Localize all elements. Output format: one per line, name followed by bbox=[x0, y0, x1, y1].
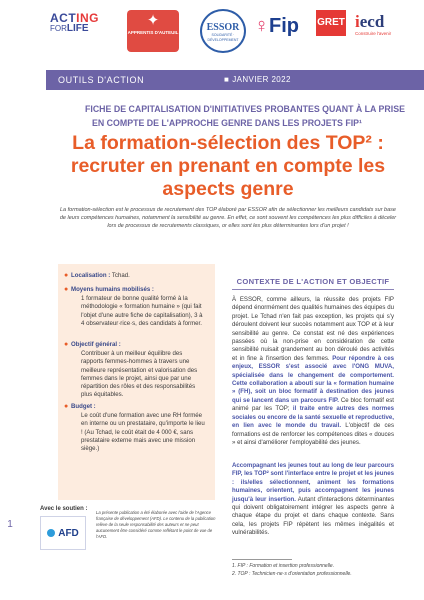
bullet-icon: ● bbox=[64, 403, 69, 410]
footnote-1: 1. FIP : Formation et insertion professionnelle. bbox=[232, 563, 335, 569]
band-date bbox=[224, 72, 291, 88]
moyens-body: 1 formateur de bonne qualité formé à la méthodologie « formation humaine » (qui fait l'objet d'une autre fiche de capitalisation), 3 à 4 observateur·rice·s, des candidats à former. bbox=[81, 295, 203, 327]
p1-text-c: Ce bloc formatif est animé par les TOP; bbox=[232, 396, 394, 413]
bird-icon: ✦ bbox=[146, 12, 160, 29]
fip-name: Fip bbox=[269, 15, 299, 37]
essor-logo bbox=[200, 9, 246, 53]
context-heading: CONTEXTE DE L'ACTION ET OBJECTIF bbox=[236, 277, 390, 286]
date-text: JANVIER 2022 bbox=[232, 75, 291, 84]
moyens-head: Moyens humains mobilisés : bbox=[71, 286, 154, 293]
info-sidebar bbox=[58, 264, 215, 500]
context-paragraph-1 bbox=[232, 296, 394, 447]
for-text: FOR bbox=[50, 24, 67, 33]
p2-highlight-a: Accompagnant les jeunes tout au long de leur parcours FIP, les TOP² sont l'interface entre le projet et les jeunes : ils/elles sélectionnent, animent les formations humaines, orientent, puis accompagnent les jeunes jusqu'à leur insertion. bbox=[232, 462, 394, 503]
afd-circle-icon bbox=[47, 529, 55, 537]
moyens-item bbox=[64, 286, 212, 328]
footnote-2: 2. TOP : Technicien·ne·s d'orientation professionnelle. bbox=[232, 571, 352, 577]
budget-body: Le coût d'une formation avec une RH formée en interne ou un prestataire, qu'importe le lieu ! (Au Tchad, le coût était de 4 000 €, sans prestataire externe mais avec une mission siège.) bbox=[81, 412, 205, 453]
subtitle-line-1: FICHE DE CAPITALISATION D'INITIATIVES PROBANTES QUANT À LA PRISE bbox=[85, 104, 405, 114]
intro-paragraph: La formation-sélection est le processus de recrutement des TOP élaboré par ESSOR afin de sélectionner les meilleurs candidats sur base de leurs compétences humaines, notamment la sensibilité au genre. En effet, ce sont souvent les compétences les plus difficiles à déceler lors de processus de recrutements classiques, or elles sont les plus déterminantes lors d'un projet ! bbox=[59, 207, 397, 229]
person-icon: ♀ bbox=[254, 15, 269, 37]
p1-text-a: À ESSOR, comme ailleurs, la réussite des projets FIP dépend énormément des qualités humaines des équipes du projet. Le Tchad n'en fait pas exception, les projets qui s'y déroulent doivent leur succès notamment aux TOP et à leur sensibilité au genre. Ce constat est né des expériences passées où la non-prise en considération de cette sensibilité nuisait grandement au bon déroulé des activités et in fine à l'insertion des femmes. bbox=[232, 296, 394, 362]
afd-name: AFD bbox=[58, 527, 79, 539]
subtitle-line-2: EN COMPTE DE L'APPROCHE GENRE DANS LES PROJETS FIP¹ bbox=[92, 118, 362, 128]
afd-disclaimer: La présente publication a été élaborée avec l'aide de l'Agence française de développement (AFD). Le contenu de la publication relève de la seule responsabilité des auteurs et ne peut aucunement être considéré comme reflétant le point de vue de l'AFD. bbox=[96, 510, 216, 539]
page-number: 1 bbox=[7, 519, 13, 530]
objectif-body: Contribuer à un meilleur équilibre des rapports femmes-hommes à travers une meilleure représentation et valorisation des femmes dans le projet, ainsi que par une répartition des rôles et des responsabilités plus équitables. bbox=[81, 350, 198, 399]
localisation-item bbox=[64, 272, 212, 280]
p1-highlight-b: Pour répondre à ces enjeux, ESSOR s'est associé avec l'ONG MUVA, spécialisée dans le changement de comportement. Cette collaboration a abouti sur la « formation humaine » (FH), soit un bloc formatif à destination des jeunes qui se lancent dans un parcours FIP. bbox=[232, 354, 394, 404]
iecd-name-accent: i bbox=[355, 12, 360, 31]
context-paragraph-2 bbox=[232, 462, 394, 538]
acting-for-life-logo bbox=[50, 12, 116, 48]
budget-head: Budget : bbox=[71, 403, 96, 410]
apprentis-auteuil-logo bbox=[127, 10, 179, 52]
gret-logo: GRET bbox=[316, 10, 346, 36]
fip-logo bbox=[254, 14, 312, 42]
p2-text-b: Autant d'interactions déterminantes qui doivent obligatoirement intégrer les aspects genre à chaque étape du projet et dans chaque contexte. Sans cela, les projets FIP répètent les mêmes inégalités et vulnérabilités. bbox=[232, 495, 394, 537]
bullet-icon: ■ bbox=[224, 75, 230, 84]
life-text: LIFE bbox=[66, 23, 89, 34]
objectif-item bbox=[64, 341, 212, 399]
iecd-name: ecd bbox=[359, 12, 385, 31]
auteuil-text: APPRENTIS D'AUTEUIL bbox=[127, 30, 179, 35]
localisation-head: Localisation : bbox=[71, 272, 111, 279]
p1-highlight-d: il traite entre autres des normes sociales ou encore de la santé sexuelle et reproductive, en lien avec le monde du travail. bbox=[232, 405, 394, 430]
essor-tagline: SOLIDARITÉ · DÉVELOPPEMENT bbox=[207, 33, 239, 42]
band-label: OUTILS D'ACTION bbox=[58, 75, 145, 85]
p1-text-e: L'objectif de ces formations est de renforcer les compétences dites « douces » et ainsi d'améliorer l'employabilité des jeunes. bbox=[232, 422, 394, 446]
support-label: Avec le soutien : bbox=[40, 506, 88, 512]
context-divider bbox=[232, 289, 394, 290]
support-block bbox=[40, 505, 88, 555]
bullet-icon: ● bbox=[64, 286, 69, 293]
bullet-icon: ● bbox=[64, 341, 69, 348]
iecd-tagline: Construire l'avenir bbox=[355, 31, 392, 36]
bullet-icon: ● bbox=[64, 272, 69, 279]
afd-logo bbox=[40, 516, 86, 550]
localisation-value: Tchad. bbox=[110, 272, 130, 279]
budget-item bbox=[64, 403, 212, 453]
iecd-logo bbox=[355, 13, 409, 47]
footnote-divider bbox=[232, 559, 292, 560]
acting-text-accent: ING bbox=[76, 11, 100, 25]
acting-text: ACT bbox=[50, 11, 77, 25]
objectif-head: Objectif général : bbox=[71, 341, 121, 348]
page-title: La formation-sélection des TOP² : recruter en prenant en compte les aspects genre bbox=[70, 132, 386, 200]
essor-name: ESSOR bbox=[206, 22, 240, 33]
